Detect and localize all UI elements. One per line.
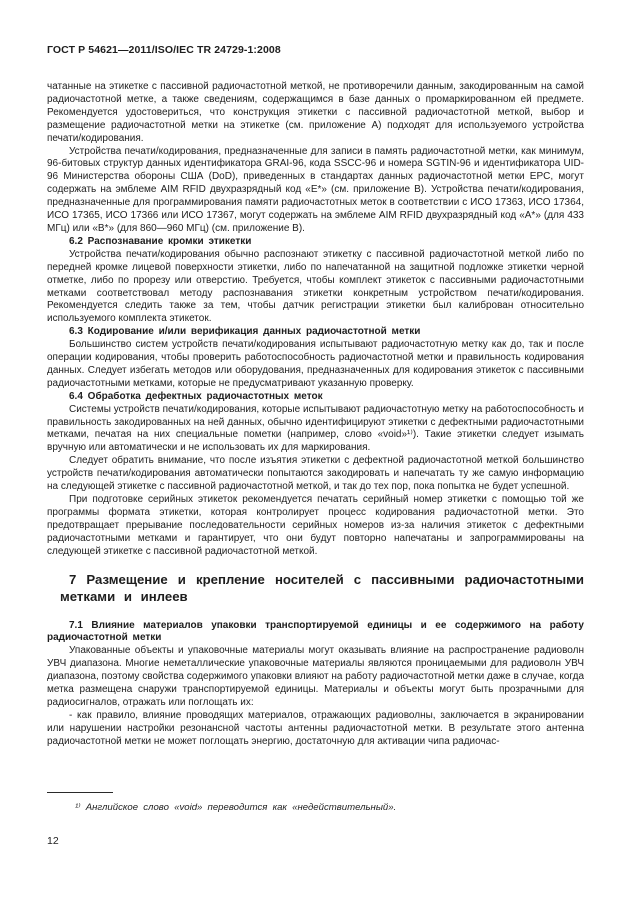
- paragraph: Устройства печати/кодирования обычно распознают этикетку с пассивной радиочастотной меткой либо по передней кромке лицевой поверхности этикетки, либо по напечатанной на защитной подложке этикетки черной отметке, либо по прорезу или отверстию. Требуется, чтобы комплект этикеток с пассивными радиочастотными метками соответствовал методу распознавания этикетки конкретным устройством печати/кодирования. Рекомендуется следить также за тем, чтобы датчик регистрации этикетки был калиброван относительно используемого комплекта этикеток.: [47, 248, 584, 325]
- body-text: [47, 81, 584, 789]
- paragraph: При подготовке серийных этикеток рекомендуется печатать серийный номер этикетки с помощью той же программы формата этикетки, которая контролирует процесс кодирования радиочастотной метки. Это предотвращает прерывание последовательности серийных номеров из-за наличия этикеток с дефектными радиочастотными метками и гарантирует, что они будут повторно напечатаны и запрограммированы на следующей этикетке с пассивной радиочастотной меткой.: [47, 494, 584, 557]
- section-6-3-heading: 6.3 Кодирование и/или верификация данных радиочастотной метки: [69, 326, 421, 338]
- paragraph-continuation: чатанные на этикетке с пассивной радиочастотной меткой, не противоречили данным, закодированным на самой радиочастотной метке, а также сведениям, содержащимся в базе данных о промаркированном ей предмете. Рекомендуется удостовериться, что конструкция этикетки с пассивной радиочастотной меткой, выбор и размещение радиочастотной метки на этикетке (см. приложение А) подходят для используемого устройства печати/кодирования.: [47, 81, 584, 144]
- section-6-4-heading: 6.4 Обработка дефектных радиочастотных меток: [69, 390, 323, 402]
- section-7-1-heading: 7.1 Влияние материалов упаковки транспортируемой единицы и ее содержимого на работу радиочастотной метки: [47, 619, 584, 644]
- paragraph: Следует обратить внимание, что после изъятия этикетки с дефектной радиочастотной меткой большинство устройств печати/кодирования автоматически попытаются закодировать и напечатать ту же самую информацию на следующей этикетке с пассивной радиочастотной меткой, и так до тех пор, пока попытка не будет успешной.: [47, 455, 584, 493]
- paragraph: Системы устройств печати/кодирования, которые испытывают радиочастотную метку на работоспособность и правильность закодированных на ней данных, обычно идентифицируют этикетки с дефектными радиочастотными метками, печатая на них специальные пометки (например, слово «void»¹⁾). Такие этикетки следует изымать вручную или автоматически и не использовать их для маркирования.: [47, 403, 584, 454]
- paragraph: Устройства печати/кодирования, предназначенные для записи в память радиочастотной метки, как минимум, 96-битовых структур данных идентификатора GRAI-96, кода SSCC-96 и номера SGTIN-96 и идентификатора UID-96 Министерства обороны США (DoD), приведенных в стандартах данных радиочастотной метки EPC, могут содержать на эмблеме AIM RFID двухразрядный код «Е*» (см. приложение В). Устройства печати/кодирования, предназначенные для программирования памяти радиочастотных меток в соответствии с ИСО 17363, ИСО 17364, ИСО 17365, ИСО 17366 или ИСО 17367, могут содержать на эмблеме AIM RFID двухразрядный код «А*» (для 433 МГц) или «В*» (для 860—960 МГц) (см. приложение В).: [47, 145, 584, 234]
- section-7-heading: 7 Размещение и крепление носителей с пассивными радиочастотными метками и инлеев: [60, 571, 584, 605]
- section-6-2-heading: 6.2 Распознавание кромки этикетки: [69, 235, 252, 247]
- footnote-rule: [47, 792, 113, 793]
- page-number: 12: [47, 835, 59, 847]
- running-header: ГОСТ Р 54621—2011/ISO/IEC TR 24729-1:2008: [47, 44, 281, 56]
- footnote-text: ¹⁾ Английское слово «void» переводится как «недействительный».: [75, 802, 397, 813]
- paragraph: Упакованные объекты и упаковочные материалы могут оказывать влияние на распространение радиоволн УВЧ диапазона. Многие неметаллические упаковочные материалы являются проницаемыми для радиоволн УВЧ диапазона, поэтому свойства содержимого упаковки влияют на работу радиочастотной метки даже в случае, когда метка размещена снаружи транспортируемой единицы. Материалы и объекты могут быть прозрачными для радиосигналов, отражать или поглощать их:: [47, 645, 584, 708]
- paragraph: Большинство систем устройств печати/кодирования испытывают радиочастотную метку как до, так и после операции кодирования, чтобы проверить работоспособность радиочастотной метки и правильность кодирования данных. Следует избегать методов или оборудования, предназначенных для кодирования этикеток с пассивными радиочастотными метками, которые не предусматривают указанную проверку.: [47, 339, 584, 389]
- footnote-block: [47, 792, 584, 814]
- list-item-dash: - как правило, влияние проводящих материалов, отражающих радиоволны, заключается в экранировании или нарушении настройки резонансной частоты антенны радиочастотной метки. В результате этого антенна радиочастотной метки не может поглощать энергию, достаточную для активации чипа радиочас-: [47, 709, 584, 747]
